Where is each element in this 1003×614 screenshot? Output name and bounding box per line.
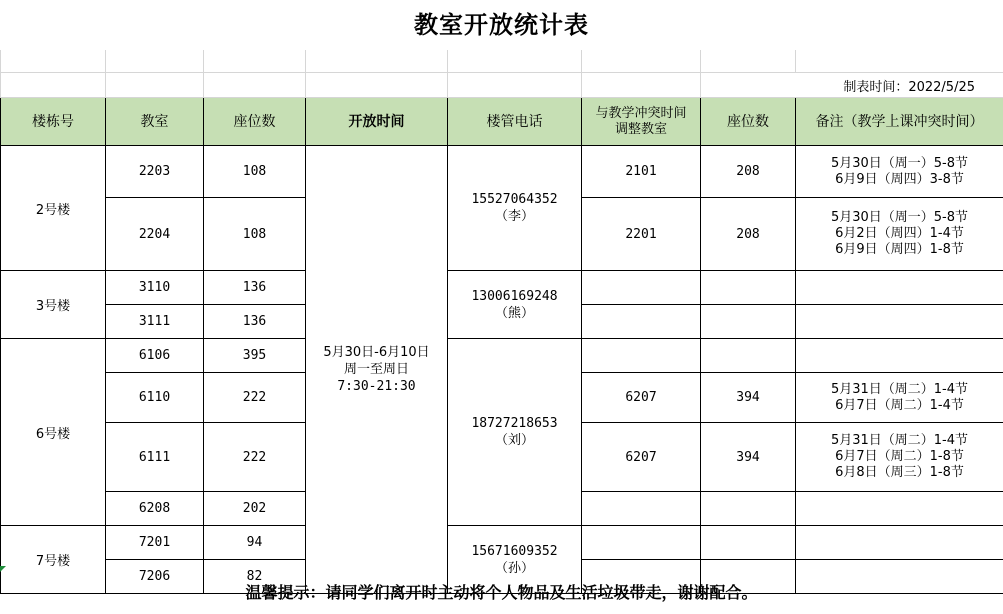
header-phone: 楼管电话 (448, 98, 582, 146)
room-cell: 3111 (106, 305, 204, 339)
phone-cell (448, 146, 582, 271)
blank-row (1, 50, 1003, 73)
seats-cell: 202 (204, 492, 306, 526)
room-cell: 6106 (106, 339, 204, 373)
date-row (1, 73, 1003, 98)
alt-room-cell: 6207 (582, 373, 701, 423)
notes-cell (796, 373, 1003, 423)
room-cell: 7201 (106, 526, 204, 560)
header-open-time: 开放时间 (306, 98, 448, 146)
alt-seats-cell (701, 305, 796, 339)
note-line: 5月30日（周一）5-8节 (831, 156, 968, 171)
classroom-table (0, 50, 1003, 594)
alt-room-cell: 6207 (582, 423, 701, 492)
sheet-title: 教室开放统计表 (0, 0, 1003, 50)
room-cell: 6208 (106, 492, 204, 526)
notes-cell (796, 198, 1003, 271)
seats-cell: 222 (204, 423, 306, 492)
seats-cell: 222 (204, 373, 306, 423)
open-time-dates: 5月30日-6月10日 (323, 345, 429, 360)
notes-cell (796, 526, 1003, 560)
note-line: 6月7日（周二）1-4节 (835, 398, 964, 413)
note-line: 6月9日（周四）1-8节 (835, 242, 964, 257)
building-cell: 7号楼 (1, 526, 106, 594)
note-line: 6月7日（周二）1-8节 (835, 449, 964, 464)
footer-note: 温馨提示：请同学们离开时主动将个人物品及生活垃圾带走，谢谢配合。 (0, 572, 1003, 613)
seats-cell: 395 (204, 339, 306, 373)
seats-cell: 82 (204, 560, 306, 594)
header-alt-room-line2: 调整教室 (615, 122, 667, 137)
alt-room-cell (582, 271, 701, 305)
phone-manager: （刘） (495, 433, 534, 448)
note-line: 6月2日（周四）1-4节 (835, 226, 964, 241)
room-cell: 2203 (106, 146, 204, 198)
room-cell: 3110 (106, 271, 204, 305)
header-notes: 备注（教学上课冲突时间） (796, 98, 1003, 146)
alt-room-cell (582, 526, 701, 560)
phone-cell (448, 339, 582, 526)
alt-seats-cell (701, 339, 796, 373)
building-cell: 6号楼 (1, 339, 106, 526)
note-line: 6月8日（周三）1-8节 (835, 465, 964, 480)
phone-number: 13006169248 (471, 289, 557, 304)
alt-seats-cell (701, 492, 796, 526)
header-seats: 座位数 (204, 98, 306, 146)
seats-cell: 108 (204, 198, 306, 271)
alt-seats-cell: 394 (701, 373, 796, 423)
phone-number: 18727218653 (471, 416, 557, 431)
seats-cell: 94 (204, 526, 306, 560)
phone-manager: （孙） (495, 561, 534, 576)
building-cell: 3号楼 (1, 271, 106, 339)
seats-cell: 108 (204, 146, 306, 198)
table-row (1, 526, 1003, 560)
header-alt-seats: 座位数 (701, 98, 796, 146)
header-room: 教室 (106, 98, 204, 146)
note-line: 6月9日（周四）3-8节 (835, 172, 964, 187)
header-alt-room-line1: 与教学冲突时间 (595, 106, 686, 121)
open-time-cell (306, 146, 448, 594)
alt-room-cell: 2101 (582, 146, 701, 198)
room-cell: 6111 (106, 423, 204, 492)
room-cell: 2204 (106, 198, 204, 271)
notes-cell (796, 423, 1003, 492)
alt-seats-cell (701, 271, 796, 305)
seats-cell: 136 (204, 271, 306, 305)
open-time-hours: 7:30-21:30 (337, 379, 415, 394)
phone-manager: （李） (495, 209, 534, 224)
phone-number: 15671609352 (471, 544, 557, 559)
alt-seats-cell: 394 (701, 423, 796, 492)
room-cell: 7206 (106, 560, 204, 594)
header-row (1, 98, 1003, 146)
note-line: 5月31日（周二）1-4节 (831, 433, 968, 448)
seats-cell: 136 (204, 305, 306, 339)
table-row (1, 339, 1003, 373)
date-label: 制表时间：2022/5/25 (701, 73, 1003, 98)
note-line: 5月30日（周一）5-8节 (831, 210, 968, 225)
phone-cell (448, 271, 582, 339)
room-cell: 6110 (106, 373, 204, 423)
alt-room-cell (582, 305, 701, 339)
building-cell: 2号楼 (1, 146, 106, 271)
alt-room-cell: 2201 (582, 198, 701, 271)
alt-seats-cell: 208 (701, 146, 796, 198)
alt-seats-cell (701, 526, 796, 560)
notes-cell (796, 305, 1003, 339)
alt-room-cell (582, 492, 701, 526)
notes-cell (796, 492, 1003, 526)
notes-cell (796, 271, 1003, 305)
alt-room-cell (582, 339, 701, 373)
header-building: 楼栋号 (1, 98, 106, 146)
phone-number: 15527064352 (471, 192, 557, 207)
note-line: 5月31日（周二）1-4节 (831, 382, 968, 397)
notes-cell (796, 146, 1003, 198)
open-time-days: 周一至周日 (344, 362, 409, 377)
alt-seats-cell: 208 (701, 198, 796, 271)
phone-manager: （熊） (495, 306, 534, 321)
header-alt-room (582, 98, 701, 146)
table-row (1, 146, 1003, 198)
table-row (1, 271, 1003, 305)
notes-cell (796, 339, 1003, 373)
